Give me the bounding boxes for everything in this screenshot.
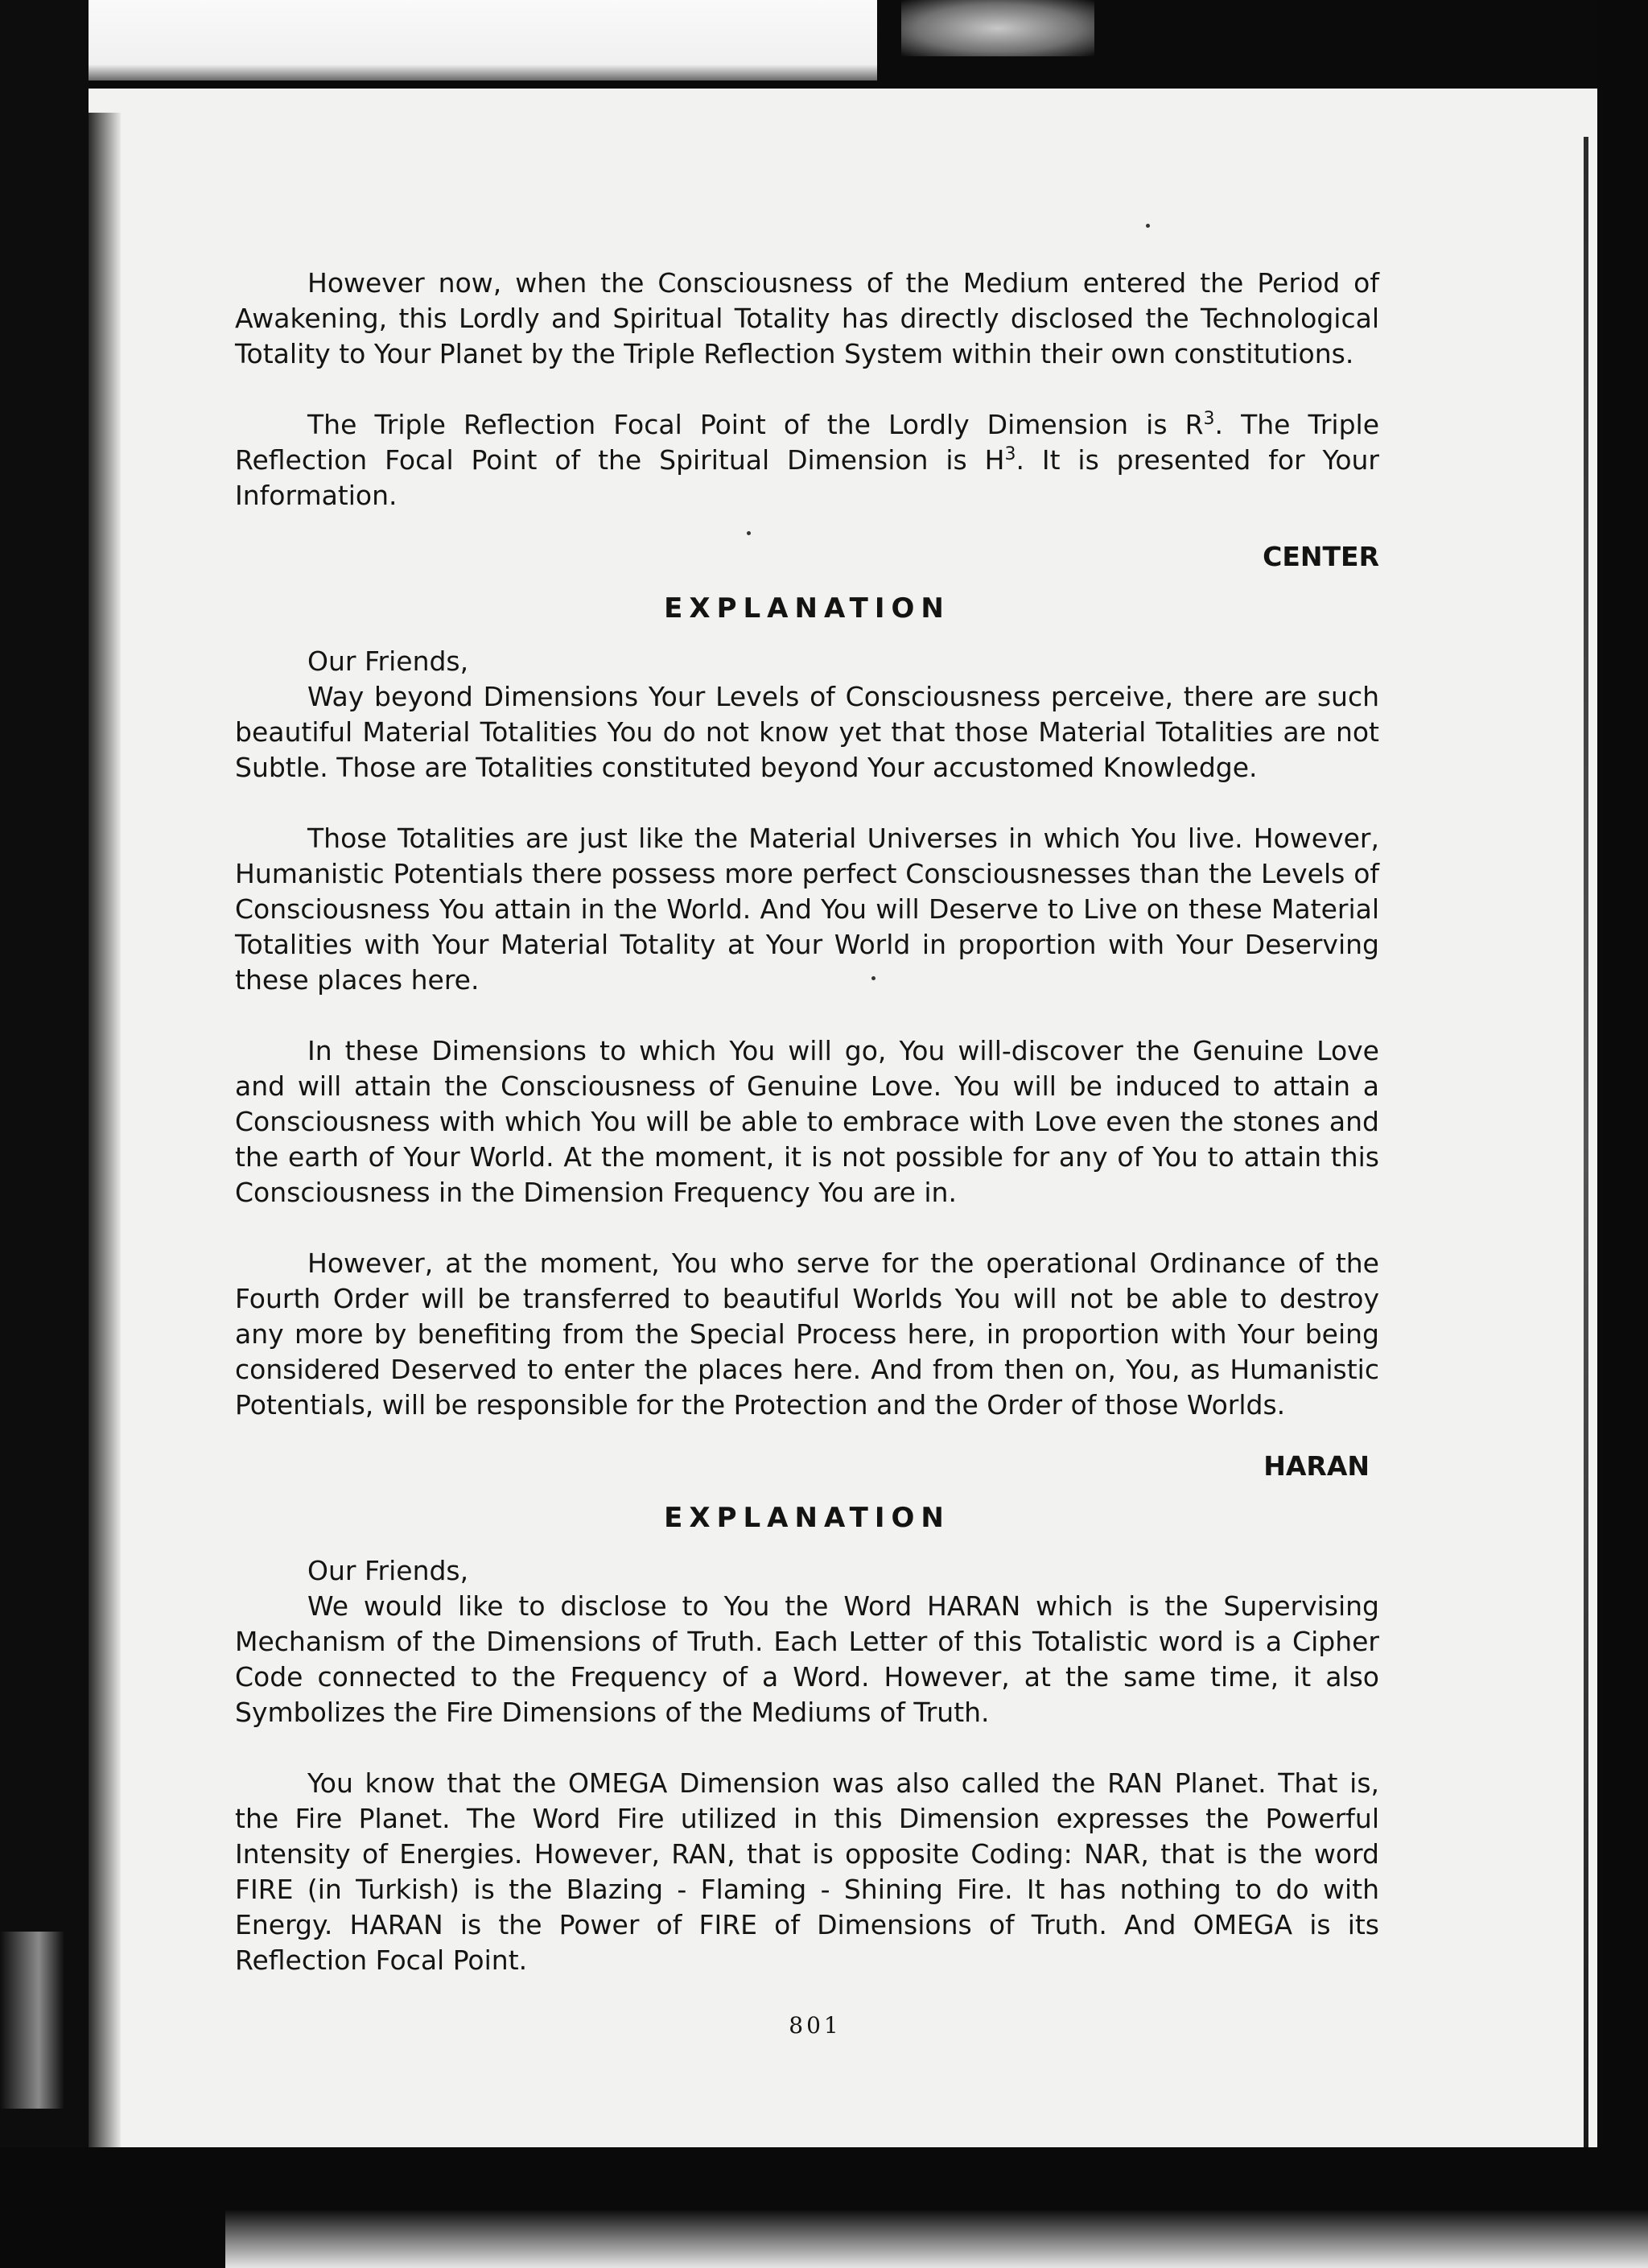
section-heading: EXPLANATION <box>664 592 950 625</box>
scan-edge-left-fade <box>89 113 121 2173</box>
signature-center: CENTER <box>1263 541 1379 572</box>
paragraph: However, at the moment, You who serve for the operational Ordinance of the Fourth Order will be transferred to beautiful Worlds You will not be able to destroy any more by benefiting from the Special Process here, in proportion with Your being considered Deserved to enter the places here. And from then on, You, as Humanistic Potentials, will be responsible for the Protection and the Order of those Worlds. <box>235 1247 1379 1421</box>
paragraph: We would like to disclose to You the Word HARAN which is the Supervising Mechanism of the Dimensions of Truth. Each Letter of this Totalistic word is a Cipher Code connected to the Frequency of a Word. However, at the same time, it also Symbolizes the Fire Dimensions of the Mediums of Truth. <box>235 1590 1379 1728</box>
scan-edge-left <box>0 0 89 2268</box>
paragraph: Way beyond Dimensions Your Levels of Consciousness perceive, there are such beautiful Material Totalities You do not know yet that those Material Totalities are not Subtle. Those are Totalities constituted beyond Your accustomed Knowledge. <box>235 681 1379 783</box>
paragraph: You know that the OMEGA Dimension was also called the RAN Planet. That is, the Fire Planet. The Word Fire utilized in this Dimension expresses the Powerful Intensity of Energies. However, RAN, that is opposite Coding: NAR, that is the word FIRE (in Turkish) is the Blazing - Flaming - Shining Fire. It has nothing to do with Energy. HARAN is the Power of FIRE of Dimensions of Truth. And OMEGA is its Reflection Focal Point. <box>235 1767 1379 1976</box>
scan-smudge <box>901 0 1094 56</box>
page-body <box>235 266 1379 1978</box>
scan-edge-right <box>1597 0 1648 2268</box>
paragraph: However now, when the Consciousness of the Medium entered the Period of Awakening, this Lordly and Spiritual Totality has directly disclosed the Technological Totality to Your Planet by the Triple Reflection System within their own constitutions. <box>235 267 1379 369</box>
scan-edge-right-line <box>1584 137 1588 2149</box>
signature-haran: HARAN <box>1263 1450 1370 1482</box>
superscript: 3 <box>1004 444 1016 464</box>
salutation: Our Friends, <box>307 645 469 677</box>
salutation: Our Friends, <box>307 1555 469 1586</box>
scan-edge-bottom-light <box>225 2209 1648 2268</box>
scan-edge-left-notch <box>0 1932 64 2109</box>
scan-speck <box>1146 224 1150 228</box>
section-heading: EXPLANATION <box>664 1502 950 1534</box>
paragraph-triple-reflection: The Triple Reflection Focal Point of the Lordly Dimension is $R^3$. The Triple Reflection Focal Point of the Spiritual Dimension is $H^3$. It is presented for Your Information. <box>235 409 1380 511</box>
superscript: 3 <box>1203 409 1215 429</box>
paragraph: Those Totalities are just like the Material Universes in which You live. However, Humanistic Potentials there possess more perfect Consciousnesses than the Levels of Consciousness You attain in the World. And You will Deserve to Live on these Material Totalities with Your Material Totality at Your World in proportion with Your Deserving these places here. <box>235 823 1379 996</box>
page-number: 801 <box>789 2012 842 2039</box>
scan-edge-top-light <box>0 0 877 80</box>
paragraph: In these Dimensions to which You will go, You will-discover the Genuine Love and will attain the Consciousness of Genuine Love. You will be induced to attain a Consciousness with which You will be able to embrace with Love even the stones and the earth of Your World. At the moment, it is not possible for any of You to attain this Consciousness in the Dimension Frequency You are in. <box>235 1035 1379 1208</box>
